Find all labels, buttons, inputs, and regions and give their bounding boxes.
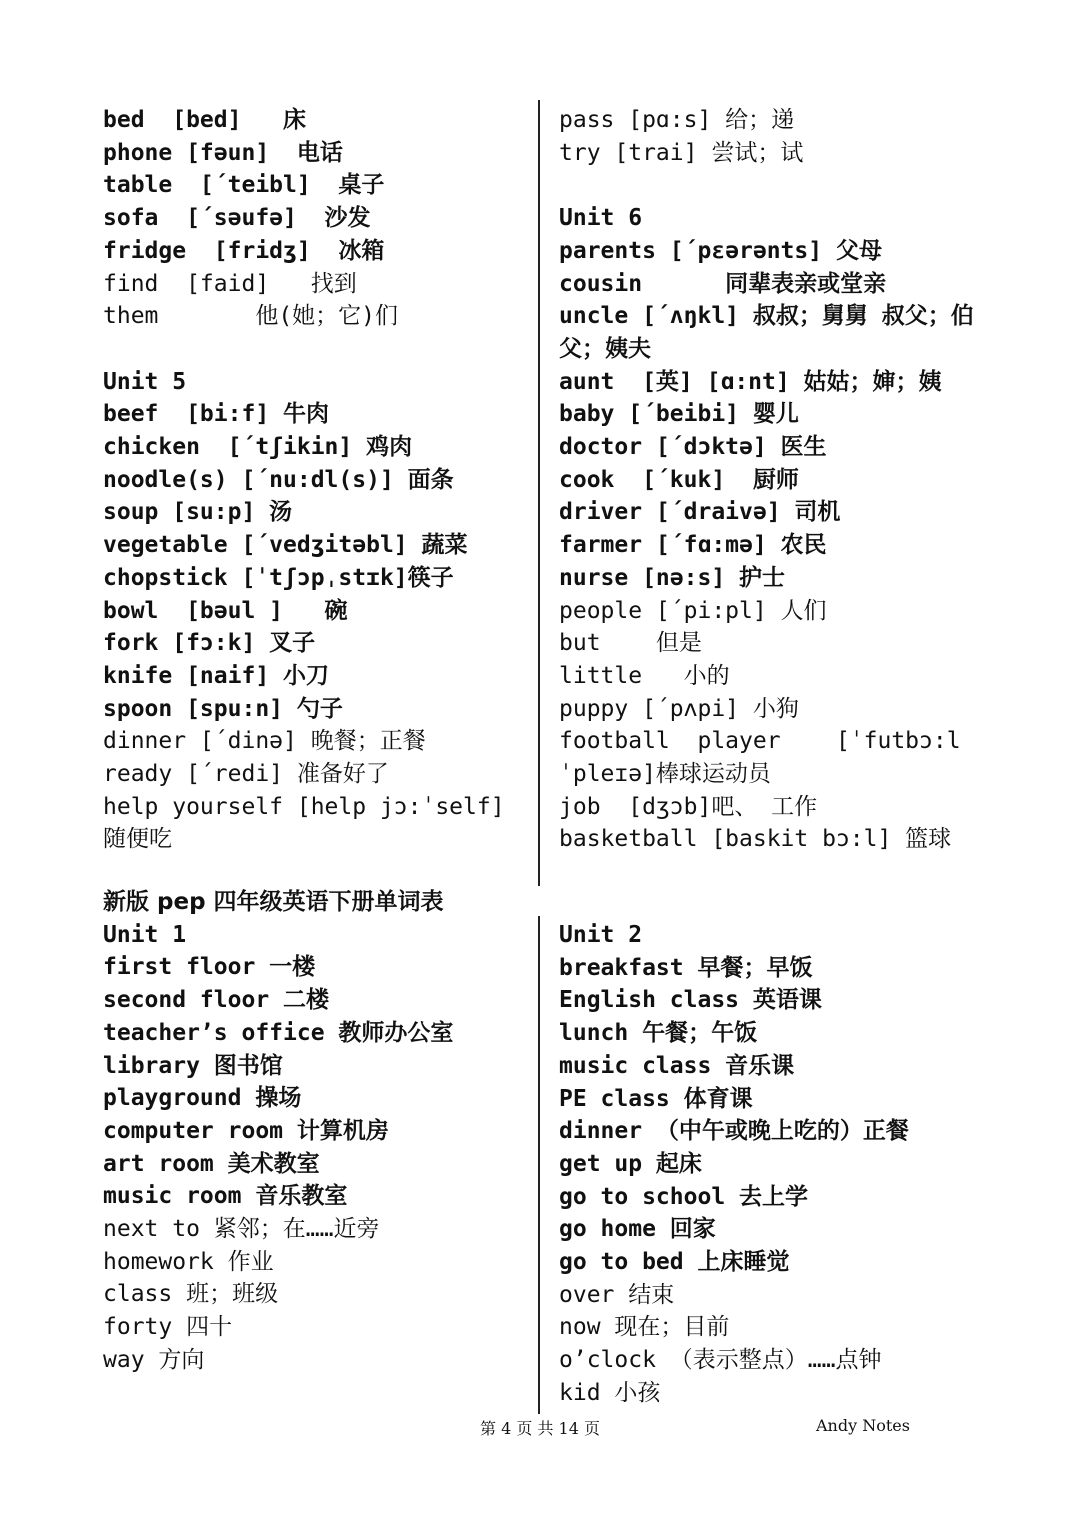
vocab-entry: job [dʒɔb]吧、 工作 bbox=[559, 793, 818, 820]
section-title: 新版 pep 四年级英语下册单词表 bbox=[103, 889, 444, 915]
vocab-entry: puppy [΄pʌpi] 小狗 bbox=[559, 695, 799, 722]
vocab-entry: aunt [英] [ɑ:nt] 姑姑；婶；姨 bbox=[559, 368, 942, 395]
unit-heading: Unit 6 bbox=[559, 205, 643, 232]
vocab-entry: dinner （中午或晚上吃的）正餐 bbox=[559, 1118, 909, 1145]
vocab-entry: first floor 一楼 bbox=[103, 954, 316, 981]
vocab-entry: next to 紧邻；在……近旁 bbox=[103, 1216, 380, 1243]
vocab-entry: try [trai] 尝试；试 bbox=[559, 139, 804, 166]
vocab-entry: bed [bed] 床 bbox=[103, 107, 307, 133]
unit-heading: Unit 2 bbox=[559, 922, 643, 948]
footer-brand: Andy Notes bbox=[816, 1416, 910, 1435]
vocab-entry: art room 美术教室 bbox=[103, 1150, 320, 1177]
blank-line bbox=[103, 333, 533, 366]
vocab-entry: over 结束 bbox=[559, 1281, 675, 1308]
vocab-entry: dinner [΄dinə] 晚餐；正餐 bbox=[103, 728, 426, 755]
vocab-entry: computer room 计算机房 bbox=[103, 1117, 389, 1144]
vocab-entry: table [΄teibl] 桌子 bbox=[103, 172, 385, 199]
vocab-entry: breakfast 早餐；早饭 bbox=[559, 954, 813, 981]
column-right-top bbox=[559, 104, 989, 856]
blank-line bbox=[559, 169, 989, 202]
vocab-entry: get up 起床 bbox=[559, 1150, 702, 1177]
unit-heading: Unit 1 bbox=[103, 921, 187, 948]
vocab-entry: ready [΄redi] 准备好了 bbox=[103, 761, 389, 788]
vocab-entry: find [faid] 找到 bbox=[103, 270, 357, 297]
vocab-entry: cousin 同辈表亲或堂亲 bbox=[559, 270, 887, 297]
vocab-entry: uncle [΄ʌŋkl] 叔叔；舅舅 叔父；伯父；姨夫 bbox=[559, 303, 974, 362]
vocab-entry: way 方向 bbox=[103, 1346, 205, 1373]
vocab-entry: little 小的 bbox=[559, 662, 730, 689]
vocab-entry: baby [΄beibi] 婴儿 bbox=[559, 401, 799, 428]
vocab-entry: class 班；班级 bbox=[103, 1281, 279, 1308]
page-number: 第 4 页 共 14 页 bbox=[480, 1419, 600, 1438]
vocab-entry: bowl [bəul ] 碗 bbox=[103, 597, 348, 624]
vocab-entry: PE class 体育课 bbox=[559, 1085, 753, 1112]
vocab-entry: second floor 二楼 bbox=[103, 987, 330, 1014]
vocab-entry: library 图书馆 bbox=[103, 1052, 283, 1079]
vocab-entry: homework 作业 bbox=[103, 1248, 274, 1275]
vocab-entry: football player [ˈfutbɔ:l ˈpleɪə]棒球运动员 bbox=[559, 728, 975, 788]
column-divider-bottom bbox=[538, 916, 540, 1414]
vocab-entry: spoon [spu:n] 勺子 bbox=[103, 695, 343, 722]
vocab-entry: go home 回家 bbox=[559, 1216, 716, 1243]
column-divider-top bbox=[538, 100, 540, 886]
vocab-entry: vegetable [΄vedʒitəbl] 蔬菜 bbox=[103, 532, 468, 559]
vocab-entry: nurse [nə:s] 护士 bbox=[559, 564, 786, 591]
vocab-entry: soup [su:p] 汤 bbox=[103, 499, 293, 526]
vocab-entry: beef [bi:f] 牛肉 bbox=[103, 401, 330, 428]
vocab-entry: chicken [΄tʃikin] 鸡肉 bbox=[103, 434, 413, 461]
vocab-entry: English class 英语课 bbox=[559, 987, 822, 1014]
vocab-entry: music class 音乐课 bbox=[559, 1052, 795, 1079]
vocab-entry: go to bed 上床睡觉 bbox=[559, 1249, 790, 1276]
column-left-bottom bbox=[103, 886, 533, 1377]
vocab-entry: knife [naif] 小刀 bbox=[103, 662, 330, 689]
vocab-entry: teacher’s office 教师办公室 bbox=[103, 1019, 454, 1046]
vocab-entry: sofa [΄səufə] 沙发 bbox=[103, 205, 371, 232]
vocab-entry: them 他(她；它)们 bbox=[103, 303, 399, 330]
vocab-entry: cook [΄kuk] 厨师 bbox=[559, 466, 799, 493]
vocab-entry: farmer [΄fɑ:mə] 农民 bbox=[559, 532, 827, 559]
vocab-entry: music room 音乐教室 bbox=[103, 1183, 348, 1210]
unit-heading: Unit 5 bbox=[103, 368, 187, 395]
vocab-entry: basketball [baskit bɔ:l] 篮球 bbox=[559, 826, 952, 853]
vocab-entry: parents [΄pεərənts] 父母 bbox=[559, 237, 882, 264]
vocab-entry: forty 四十 bbox=[103, 1314, 233, 1341]
vocab-entry: but 但是 bbox=[559, 630, 702, 657]
vocab-entry: now 现在；目前 bbox=[559, 1314, 730, 1341]
vocab-entry: phone [fəun] 电话 bbox=[103, 139, 343, 166]
vocab-entry: doctor [΄dɔktə] 医生 bbox=[559, 434, 827, 461]
vocab-entry: go to school 去上学 bbox=[559, 1183, 809, 1210]
vocab-entry: pass [pɑ:s] 给；递 bbox=[559, 107, 795, 133]
vocab-entry: lunch 午餐；午饭 bbox=[559, 1020, 758, 1047]
vocab-entry: fridge [fridʒ] 冰箱 bbox=[103, 237, 385, 264]
column-right-bottom bbox=[559, 919, 989, 1410]
column-left-top bbox=[103, 104, 533, 856]
vocab-entry: chopstick [ˈtʃɔpˌstɪk]筷子 bbox=[103, 564, 454, 591]
vocab-entry: playground 操场 bbox=[103, 1085, 302, 1112]
vocab-entry: noodle(s) [΄nu:dl(s)] 面条 bbox=[103, 466, 454, 493]
vocab-entry: people [΄pi:pl] 人们 bbox=[559, 597, 827, 624]
vocab-entry: driver [΄draivə] 司机 bbox=[559, 499, 841, 526]
vocab-entry: kid 小孩 bbox=[559, 1379, 661, 1406]
vocab-entry: fork [fɔ:k] 叉子 bbox=[103, 630, 316, 657]
vocab-entry: help yourself [help jɔ:ˈself] 随便吃 bbox=[103, 793, 519, 853]
vocab-entry: o’clock （表示整点）……点钟 bbox=[559, 1347, 882, 1374]
